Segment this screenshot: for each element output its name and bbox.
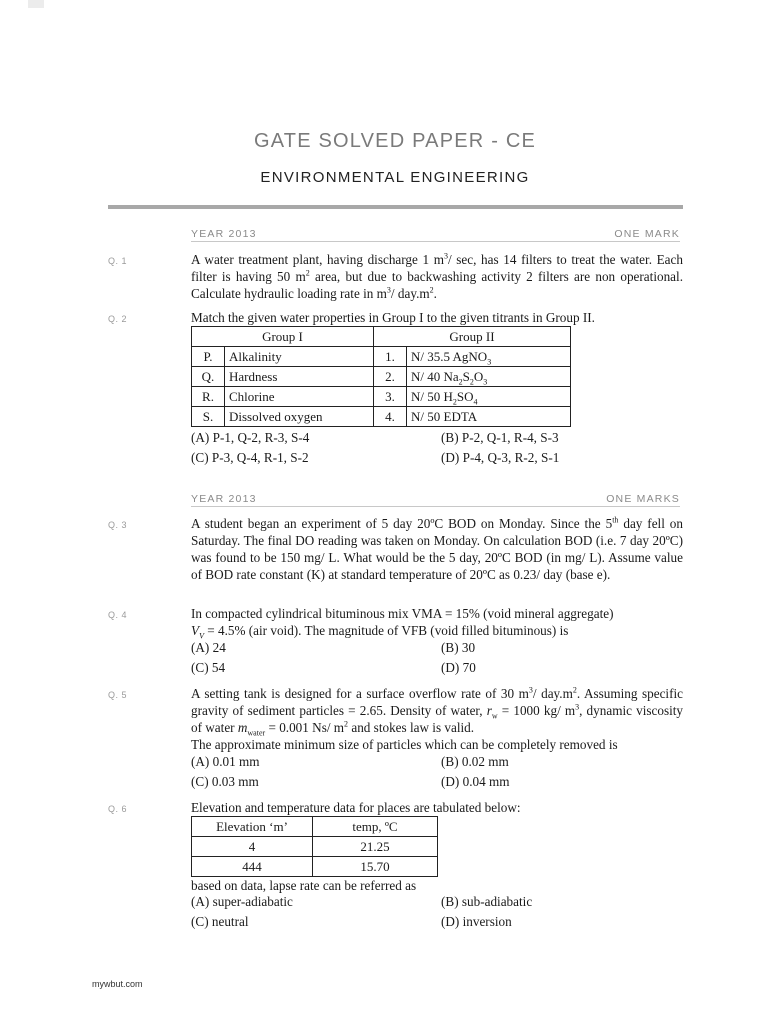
section-marks: ONE MARKS bbox=[606, 493, 680, 505]
question-number: Q. 1 bbox=[108, 256, 128, 266]
option-a: (A) P-1, Q-2, R-3, S-4 bbox=[191, 430, 310, 445]
footer-watermark: mywbut.com bbox=[92, 979, 143, 989]
option-c: (C) P-3, Q-4, R-1, S-2 bbox=[191, 450, 309, 465]
question-number: Q. 2 bbox=[108, 314, 128, 324]
page-title: GATE SOLVED PAPER - CE bbox=[253, 130, 536, 152]
option-d: (D) inversion bbox=[441, 914, 512, 929]
option-a: (A) 24 bbox=[191, 640, 226, 655]
group-1-header: Group I bbox=[192, 327, 374, 347]
match-table bbox=[191, 326, 571, 427]
section-header-1 bbox=[191, 228, 680, 242]
question-number: Q. 5 bbox=[108, 690, 128, 700]
option-b: (B) 0.02 mm bbox=[441, 754, 509, 769]
option-b: (B) sub-adiabatic bbox=[441, 894, 533, 909]
option-a: (A) 0.01 mm bbox=[191, 754, 260, 769]
table-row: S. Dissolved oxygen 4. N/ 50 EDTA bbox=[192, 407, 571, 427]
table-row: Q. Hardness 2. N/ 40 $Na_2S_2O_3$ bbox=[192, 367, 571, 387]
page-subtitle: ENVIRONMENTAL ENGINEERING bbox=[260, 169, 530, 186]
question-4-text: In compacted cylindrical bituminous mix VMA = 15% (void mineral aggregate) $V_V = 4.5\%$ (air void). The magnitude of VFB (void filled bituminous) is bbox=[191, 606, 614, 641]
section-year: YEAR 2013 bbox=[191, 493, 257, 505]
option-c: (C) neutral bbox=[191, 914, 249, 929]
elevation-header: Elevation ‘m’ bbox=[192, 817, 313, 837]
question-number: Q. 6 bbox=[108, 804, 128, 814]
table-row: P. Alkalinity 1. N/ 35.5 AgNO$_3$ bbox=[192, 347, 571, 367]
table-row: 4 21.25 bbox=[192, 837, 438, 857]
table-row: R. Chlorine 3. N/ 50 $H_2SO_4$ bbox=[192, 387, 571, 407]
option-d: (D) 70 bbox=[441, 660, 476, 675]
header-rule bbox=[108, 205, 683, 209]
section-header-2 bbox=[191, 493, 680, 507]
question-3-text: A student began an experiment of 5 day 20ºC BOD on Monday. Since the 5th day fell on Saturday. The final DO reading was taken on Monday. On calculation BOD (i.e. 7 day 20ºC) was found to be 150 mg/ L. What would be the 5 day, 20ºC BOD (in mg/ L). Assume value of BOD rate constant (K) at standard temperature of 20ºC as 0.23/ day (base e). bbox=[191, 515, 683, 582]
corner-mark bbox=[28, 0, 44, 8]
question-5-text: A setting tank is designed for a surface overflow rate of 30 $m^3/$ $day.m^2$. Assuming specific gravity of sediment particles = 2.65. Density of water, $r_w = 1000$ kg/ $m^3$, dynamic viscosity of water $m_{water} = 0.001$ Ns/ $m^2$ and stokes law is valid. The approximate minimum size of particles which can be completely removed is bbox=[191, 685, 684, 752]
table-row: 444 15.70 bbox=[192, 857, 438, 877]
option-c: (C) 0.03 mm bbox=[191, 774, 259, 789]
group-2-header: Group II bbox=[374, 327, 571, 347]
question-1-text: A water treatment plant, having discharge 1 $m^3/$ sec, has 14 filters to treat the water. Each filter is having 50 $m^2$ area, but due to backwashing activity 2 filters are non operational. Calculate hydraulic loading rate in $m^3/$ $day.m^2$. bbox=[191, 251, 683, 301]
question-2-text: Match the given water properties in Group I to the given titrants in Group II. bbox=[191, 310, 595, 325]
question-number: Q. 4 bbox=[108, 610, 128, 620]
option-c: (C) 54 bbox=[191, 660, 226, 675]
section-marks: ONE MARK bbox=[614, 228, 680, 240]
question-number: Q. 3 bbox=[108, 520, 128, 530]
question-6-followup: based on data, lapse rate can be referred as bbox=[191, 878, 417, 893]
temp-header: temp, ºC bbox=[313, 817, 438, 837]
option-d: (D) 0.04 mm bbox=[441, 774, 510, 789]
option-a: (A) super-adiabatic bbox=[191, 894, 293, 909]
section-year: YEAR 2013 bbox=[191, 228, 257, 240]
elevation-table bbox=[191, 816, 438, 877]
option-b: (B) P-2, Q-1, R-4, S-3 bbox=[441, 430, 559, 445]
option-d: (D) P-4, Q-3, R-2, S-1 bbox=[441, 450, 560, 465]
question-6-text: Elevation and temperature data for places are tabulated below: bbox=[191, 800, 521, 815]
option-b: (B) 30 bbox=[441, 640, 476, 655]
